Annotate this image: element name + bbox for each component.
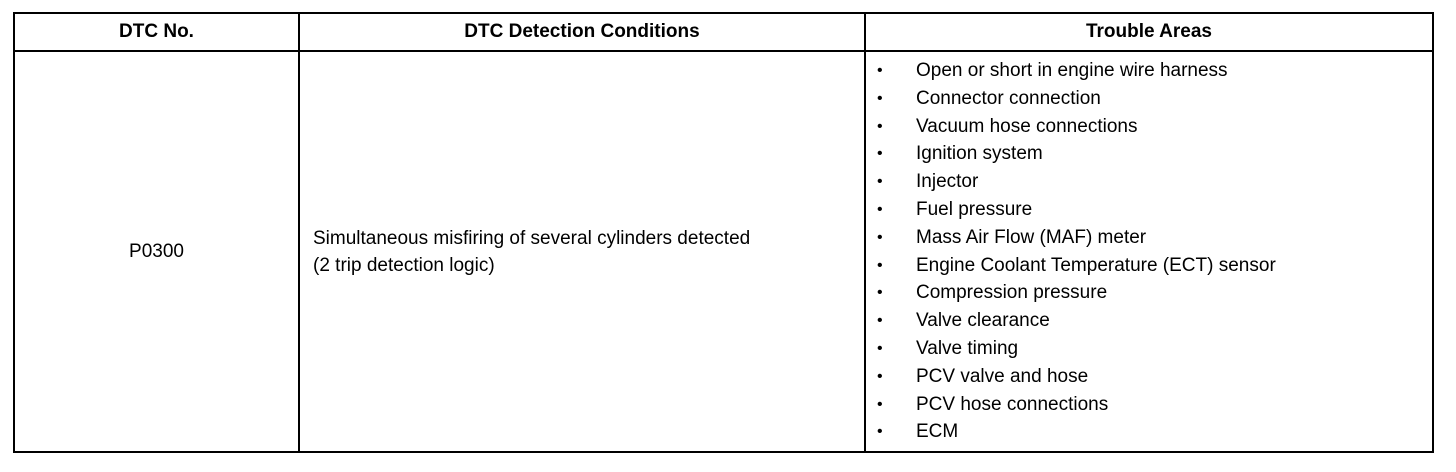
list-item bbox=[866, 418, 1432, 446]
bullet-icon: • bbox=[877, 145, 883, 163]
dtc-table bbox=[13, 12, 1434, 453]
trouble-area-text: Open or short in engine wire harness bbox=[916, 60, 1228, 81]
trouble-area-text: Vacuum hose connections bbox=[916, 115, 1138, 137]
trouble-areas-cell bbox=[865, 51, 1433, 452]
header-dtc-no: DTC No. bbox=[14, 13, 299, 51]
trouble-area-text: PCV valve and hose bbox=[916, 365, 1089, 387]
header-row bbox=[14, 13, 1433, 51]
bullet-icon: • bbox=[877, 339, 883, 357]
bullet-icon: • bbox=[877, 284, 883, 302]
bullet-icon: • bbox=[877, 117, 883, 135]
trouble-area-text: Injector bbox=[916, 171, 979, 193]
table-row bbox=[14, 51, 1433, 452]
list-item bbox=[866, 57, 1432, 85]
list-item bbox=[866, 85, 1432, 113]
list-item bbox=[866, 224, 1432, 252]
header-trouble-areas: Trouble Areas bbox=[865, 13, 1433, 51]
bullet-icon: • bbox=[877, 367, 883, 385]
bullet-icon: • bbox=[877, 256, 883, 274]
bullet-icon: • bbox=[877, 173, 883, 191]
trouble-area-text: Mass Air Flow (MAF) meter bbox=[916, 226, 1147, 248]
bullet-icon: • bbox=[877, 200, 883, 218]
trouble-area-text: Ignition system bbox=[916, 143, 1043, 165]
trouble-area-text: Compression pressure bbox=[916, 282, 1108, 304]
list-item bbox=[866, 252, 1432, 280]
trouble-areas-list bbox=[866, 57, 1432, 446]
list-item bbox=[866, 307, 1432, 335]
trouble-area-text: Engine Coolant Temperature (ECT) sensor bbox=[916, 254, 1276, 276]
list-item bbox=[866, 196, 1432, 224]
trouble-area-text: Valve timing bbox=[916, 337, 1019, 359]
trouble-area-text: ECM bbox=[916, 421, 959, 443]
bullet-icon: • bbox=[877, 62, 883, 79]
bullet-icon: • bbox=[877, 423, 883, 441]
dtc-code-cell bbox=[14, 51, 299, 452]
trouble-area-text: Connector connection bbox=[916, 87, 1101, 109]
list-item bbox=[866, 279, 1432, 307]
trouble-area-text: PCV hose connections bbox=[916, 393, 1109, 415]
list-item bbox=[866, 168, 1432, 196]
bullet-icon: • bbox=[877, 312, 883, 330]
bullet-icon: • bbox=[877, 395, 883, 413]
bullet-icon: • bbox=[877, 89, 883, 107]
dtc-code: P0300 bbox=[129, 240, 184, 262]
list-item bbox=[866, 140, 1432, 168]
list-item bbox=[866, 363, 1432, 391]
trouble-area-text: Valve clearance bbox=[916, 310, 1050, 332]
list-item bbox=[866, 391, 1432, 419]
bullet-icon: • bbox=[877, 228, 883, 246]
dtc-table-container bbox=[13, 12, 1434, 453]
list-item bbox=[866, 113, 1432, 141]
list-item bbox=[866, 335, 1432, 363]
trouble-area-text: Fuel pressure bbox=[916, 198, 1033, 220]
condition-line-1: Simultaneous misfiring of several cylinders detected bbox=[313, 227, 751, 249]
condition-line-2: (2 trip detection logic) bbox=[313, 254, 495, 276]
header-detection-conditions: DTC Detection Conditions bbox=[299, 13, 865, 51]
detection-conditions-cell bbox=[299, 51, 865, 452]
